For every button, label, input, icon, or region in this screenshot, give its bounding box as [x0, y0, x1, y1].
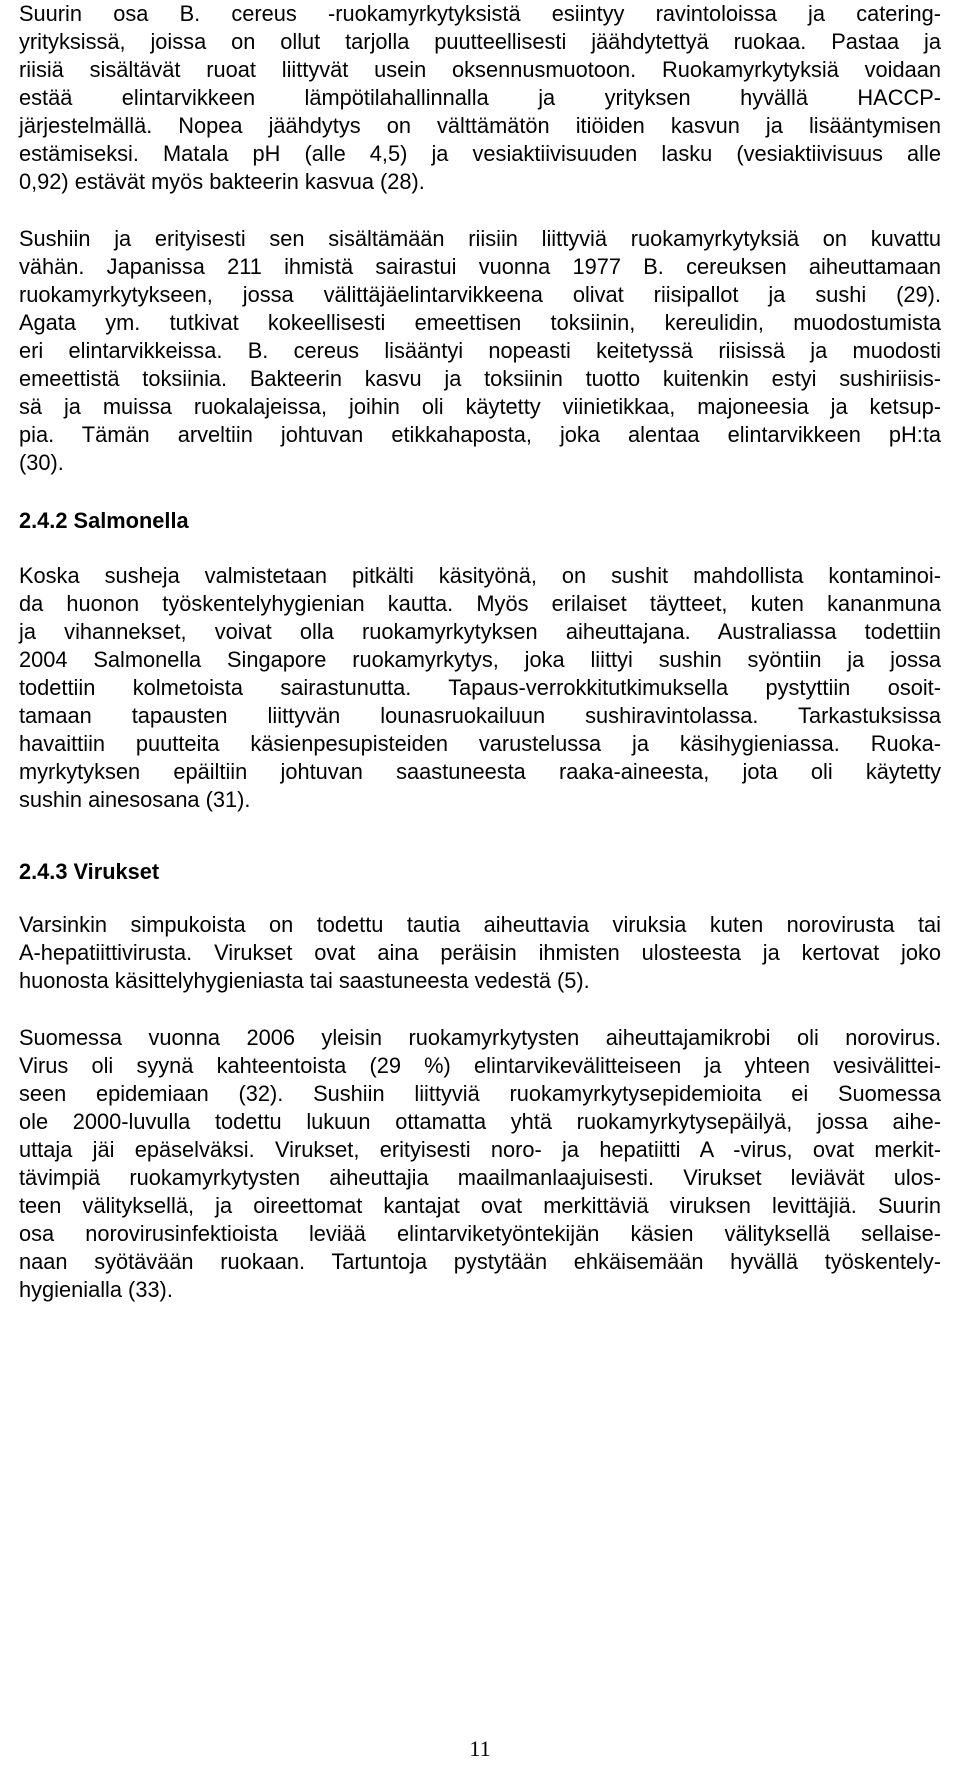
- section-heading-virukset: 2.4.3 Virukset: [19, 859, 160, 884]
- text-line: Suurin osa B. cereus -ruokamyrkytyksistä esiintyy ravintoloissa ja catering-: [19, 1, 941, 26]
- text-line: sä ja muissa ruokalajeissa, joihin oli käytetty viinietikkaa, majoneesia ja ketsup-: [19, 394, 941, 419]
- page-number: 11: [469, 1736, 491, 1761]
- section-heading-salmonella: 2.4.2 Salmonella: [19, 508, 189, 533]
- paragraph-virukset-2: [19, 1024, 941, 1304]
- text-line: yrityksissä, joissa on ollut tarjolla puutteellisesti jäähdytettyä ruokaa. Pastaa ja: [19, 29, 941, 54]
- text-line: tävimpiä ruokamyrkytysten aiheuttajia maailmanlaajuisesti. Virukset leviävät ulos-: [19, 1165, 941, 1190]
- text-line: eri elintarvikkeissa. B. cereus lisääntyi nopeasti keitetyssä riisissä ja muodosti: [19, 338, 941, 363]
- text-line: teen välityksellä, ja oireettomat kantajat ovat merkittäviä viruksen levittäjiä. Suurin: [19, 1193, 941, 1218]
- paragraph-bcereus-continuation: [19, 0, 941, 196]
- text-line: Agata ym. tutkivat kokeellisesti emeettisen toksiinin, kereulidin, muodostumista: [19, 310, 941, 335]
- text-line: naan syötävään ruokaan. Tartuntoja pystytään ehkäisemään hyvällä työskentely-: [19, 1249, 941, 1274]
- text-line: sushin ainesosana (31).: [19, 787, 251, 812]
- paragraph-salmonella: [19, 562, 941, 814]
- text-line: seen epidemiaan (32). Sushiin liittyviä ruokamyrkytysepidemioita ei Suomessa: [19, 1081, 941, 1106]
- text-line: Sushiin ja erityisesti sen sisältämään riisiin liittyviä ruokamyrkytyksiä on kuvattu: [19, 226, 941, 251]
- text-line: (30).: [19, 450, 64, 475]
- text-line: emeettistä toksiinia. Bakteerin kasvu ja toksiinin tuotto kuitenkin estyi sushiriisis-: [19, 366, 941, 391]
- text-line: järjestelmällä. Nopea jäähdytys on välttämätön itiöiden kasvun ja lisääntymisen: [19, 113, 941, 138]
- text-line: riisiä sisältävät ruoat liittyvät usein oksennusmuotoon. Ruokamyrkytyksiä voidaan: [19, 57, 941, 82]
- paragraph-virukset-1: [19, 911, 941, 995]
- text-line: Varsinkin simpukoista on todettu tautia aiheuttavia viruksia kuten norovirusta tai: [19, 912, 941, 937]
- text-line: ja vihannekset, voivat olla ruokamyrkytyksen aiheuttajana. Australiassa todettiin: [19, 619, 941, 644]
- text-line: ole 2000-luvulla todettu lukuun ottamatta yhtä ruokamyrkytysepäilyä, jossa aihe-: [19, 1109, 941, 1134]
- text-line: vähän. Japanissa 211 ihmistä sairastui vuonna 1977 B. cereuksen aiheuttamaan: [19, 254, 941, 279]
- text-line: ruokamyrkytykseen, jossa välittäjäelintarvikkeena olivat riisipallot ja sushi (29).: [19, 282, 941, 307]
- text-line: todettiin kolmetoista sairastunutta. Tapaus-verrokkitutkimuksella pystyttiin osoit-: [19, 675, 941, 700]
- text-line: hygienialla (33).: [19, 1277, 173, 1302]
- text-line: pia. Tämän arveltiin johtuvan etikkahaposta, joka alentaa elintarvikkeen pH:ta: [19, 422, 941, 447]
- text-line: 2004 Salmonella Singapore ruokamyrkytys, joka liittyi sushin syöntiin ja jossa: [19, 647, 941, 672]
- text-line: Koska susheja valmistetaan pitkälti käsityönä, on sushit mahdollista kontaminoi-: [19, 563, 941, 588]
- text-line: estää elintarvikkeen lämpötilahallinnalla ja yrityksen hyvällä HACCP-: [19, 85, 941, 110]
- text-line: myrkytyksen epäiltiin johtuvan saastuneesta raaka-aineesta, jota oli käytetty: [19, 759, 941, 784]
- text-line: A-hepatiittivirusta. Virukset ovat aina peräisin ihmisten ulosteesta ja kertovat joko: [19, 940, 941, 965]
- text-line: da huonon työskentelyhygienian kautta. Myös erilaiset täytteet, kuten kananmuna: [19, 591, 941, 616]
- text-line: havaittiin puutteita käsienpesupisteiden varustelussa ja käsihygieniassa. Ruoka-: [19, 731, 941, 756]
- text-line: tamaan tapausten liittyvän lounasruokailuun sushiravintolassa. Tarkastuksissa: [19, 703, 941, 728]
- text-line: huonosta käsittelyhygieniasta tai saastuneesta vedestä (5).: [19, 968, 590, 993]
- text-line: uttaja jäi epäselväksi. Virukset, erityisesti noro- ja hepatiitti A -virus, ovat merkit-: [19, 1137, 941, 1162]
- text-line: estämiseksi. Matala pH (alle 4,5) ja vesiaktiivisuuden lasku (vesiaktiivisuus alle: [19, 141, 941, 166]
- paragraph-sushi-bcereus: [19, 225, 941, 477]
- text-line: Virus oli syynä kahteentoista (29 %) elintarvikevälitteiseen ja yhteen vesivälittei-: [19, 1053, 941, 1078]
- text-line: osa norovirusinfektioista leviää elintarviketyöntekijän käsien välityksellä sellaise-: [19, 1221, 941, 1246]
- text-line: 0,92) estävät myös bakteerin kasvua (28).: [19, 169, 425, 194]
- text-line: Suomessa vuonna 2006 yleisin ruokamyrkytysten aiheuttajamikrobi oli norovirus.: [19, 1025, 941, 1050]
